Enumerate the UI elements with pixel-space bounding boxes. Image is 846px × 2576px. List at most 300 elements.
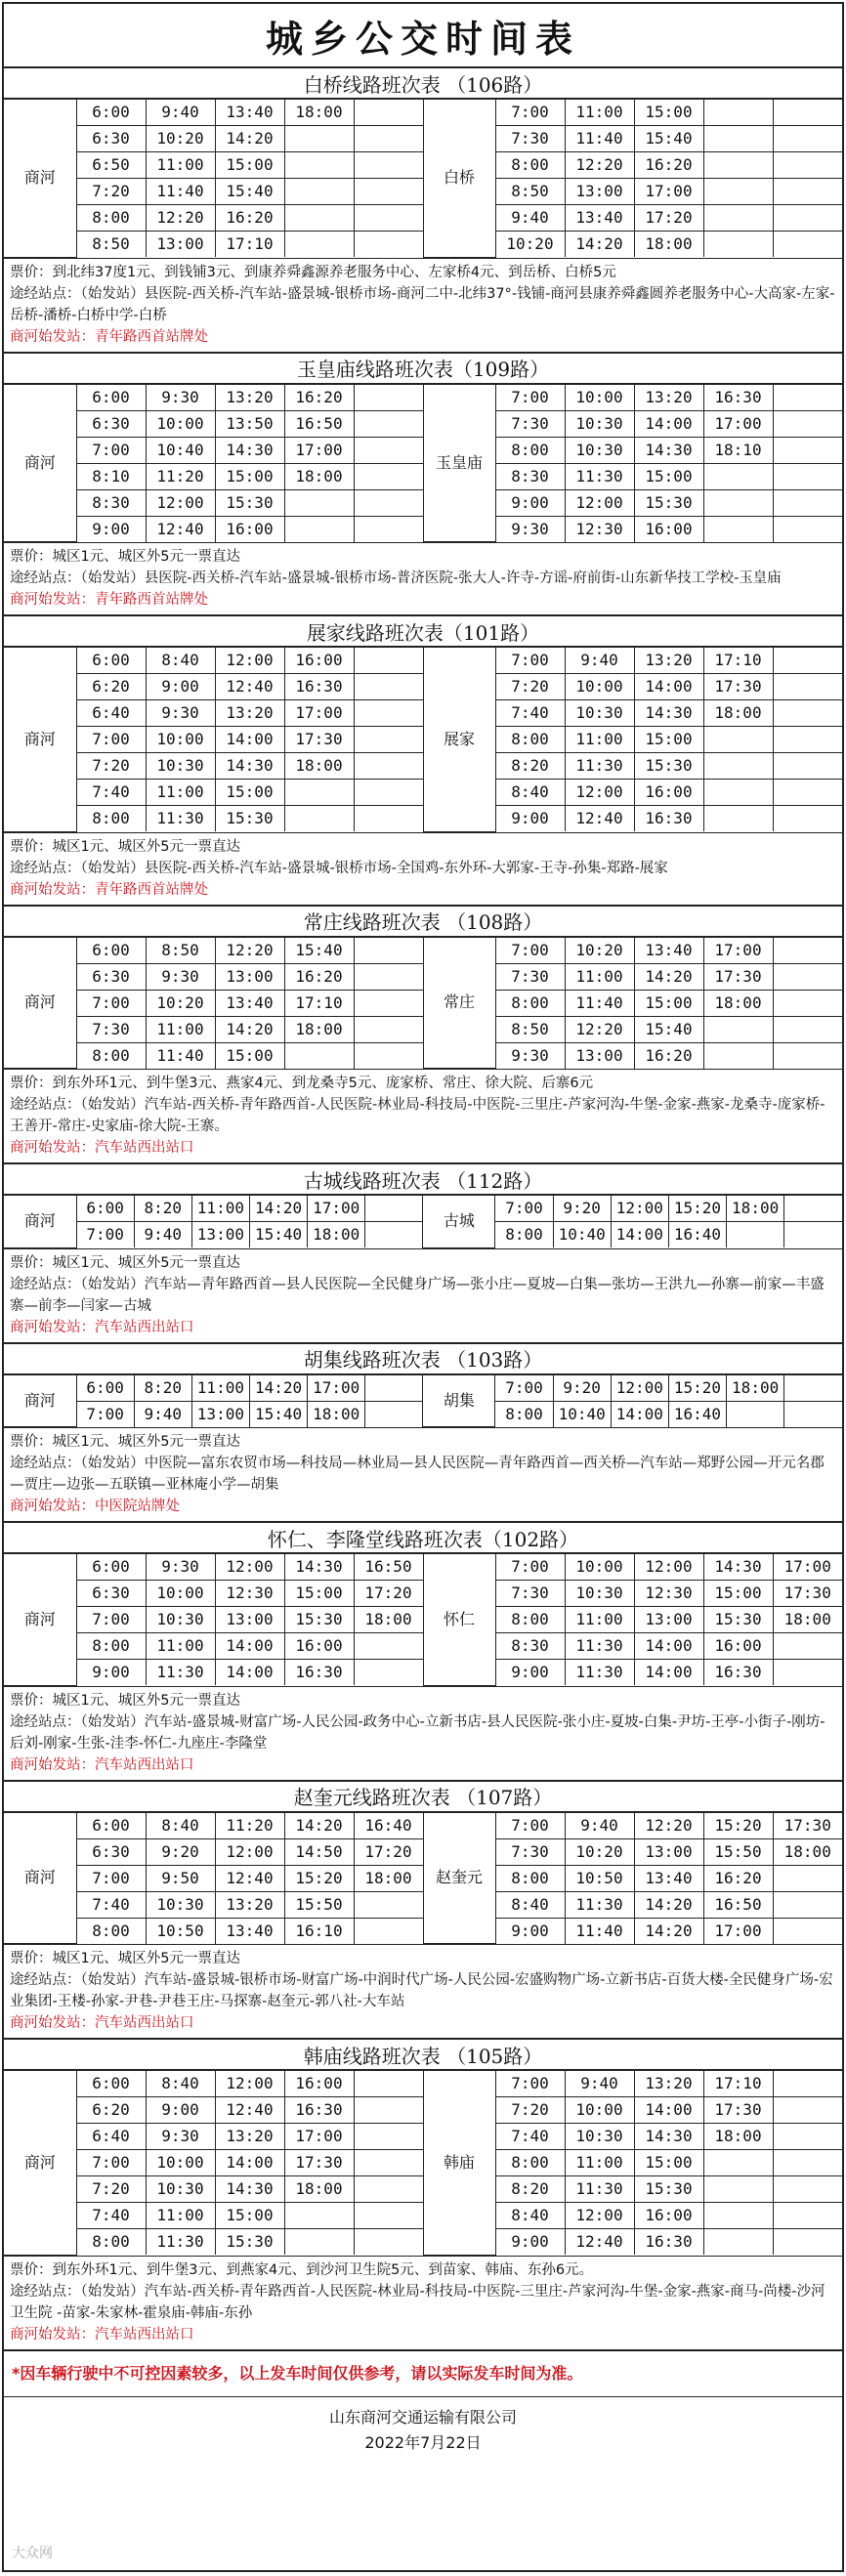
- departure-time: 8:30: [76, 489, 146, 516]
- route-title: 常庄线路班次表 （108路）: [4, 907, 842, 937]
- destination-stop: 展家: [423, 648, 495, 832]
- departure-time: [354, 963, 423, 990]
- departure-time: 9:00: [146, 674, 215, 700]
- return-time: [773, 937, 842, 963]
- return-time: 11:00: [565, 963, 634, 990]
- return-time: 7:30: [495, 126, 565, 152]
- return-time: 18:00: [703, 2124, 773, 2150]
- departure-time: 14:00: [215, 2150, 284, 2176]
- return-time: 14:00: [634, 1660, 703, 1686]
- route-notes: [4, 2256, 842, 2349]
- departure-time: 11:00: [191, 1374, 249, 1401]
- return-time: 17:00: [703, 937, 773, 963]
- table-row: [4, 2071, 842, 2097]
- return-time: [727, 1222, 784, 1248]
- return-time: 12:30: [565, 516, 634, 542]
- return-time: [703, 100, 773, 126]
- departure-time: 15:00: [215, 1042, 284, 1069]
- destination-stop: 古城: [423, 1196, 495, 1248]
- return-time: 10:00: [565, 384, 634, 410]
- return-time: 10:00: [565, 2097, 634, 2124]
- departure-time: 16:20: [284, 963, 354, 990]
- departure-time: 14:20: [249, 1196, 307, 1222]
- return-time: 15:00: [634, 100, 703, 126]
- departure-time: 9:30: [146, 384, 215, 410]
- departure-time: 16:10: [284, 1918, 354, 1944]
- departure-time: 14:20: [284, 1812, 354, 1838]
- stops-info: 途经站点：（始发站）县医院-西关桥-汽车站-盛景城-银桥市场-全国鸡-东外环-大郭家-王寺-孙集-郑路-展家: [10, 860, 668, 876]
- return-time: 8:00: [495, 727, 565, 753]
- route-title: 古城线路班次表 （112路）: [4, 1164, 842, 1195]
- route-section: [4, 1164, 842, 1344]
- departure-time: 18:00: [354, 1865, 423, 1891]
- return-time: 18:00: [634, 232, 703, 258]
- schedule-table: [4, 1195, 842, 1248]
- departure-time: [354, 489, 423, 516]
- route-section: [4, 616, 842, 907]
- departure-time: 9:50: [146, 1865, 215, 1891]
- return-time: [703, 806, 773, 832]
- departure-time: [354, 205, 423, 232]
- return-time: 15:00: [634, 990, 703, 1016]
- departure-time: [354, 100, 423, 126]
- departure-time: 7:00: [76, 727, 146, 753]
- return-time: 12:30: [634, 1581, 703, 1607]
- return-time: 15:30: [634, 2176, 703, 2203]
- destination-stop: 怀仁: [423, 1554, 495, 1686]
- return-time: [773, 753, 842, 780]
- return-time: [703, 2150, 773, 2176]
- departure-time: 7:30: [76, 1016, 146, 1042]
- route-section: [4, 1523, 842, 1782]
- departure-time: 6:00: [76, 937, 146, 963]
- stops-info: 途经站点：（始发站）汽车站-盛景城-财富广场-人民公园-政务中心-立新书店-县人民医院-张小庄-夏坡-白集-尹坊-王亭-小街子-刚坊-后刘-刚家-生张-洼李-怀仁-九座庄-李隆堂: [10, 1713, 825, 1752]
- table-row: [4, 1812, 842, 1838]
- return-time: 9:40: [495, 205, 565, 232]
- departure-time: 15:40: [249, 1222, 307, 1248]
- departure-time: 13:00: [215, 1607, 284, 1633]
- departure-time: 11:00: [191, 1196, 249, 1222]
- departure-time: 18:00: [284, 100, 354, 126]
- return-time: 7:00: [495, 1374, 553, 1401]
- return-time: 8:40: [495, 2203, 565, 2229]
- departure-time: 7:00: [76, 1865, 146, 1891]
- return-time: 8:20: [495, 2176, 565, 2203]
- stops-info: 途经站点：（始发站）汽车站-西关桥-青年路西首-人民医院-林业局-科技局-中医院-三里庄-芦家河沟-牛堡-金家-燕家-龙桑寺-庞家桥-王善开-常庄-史家庙-徐大院-王寨。: [10, 1097, 825, 1134]
- departure-time: 17:00: [284, 437, 354, 463]
- watermark: 大众网: [12, 2546, 53, 2561]
- return-time: 17:30: [773, 1581, 842, 1607]
- return-time: 10:30: [565, 700, 634, 727]
- departure-time: 17:10: [284, 990, 354, 1016]
- return-time: [773, 179, 842, 205]
- return-time: 18:00: [727, 1374, 784, 1401]
- route-notes: [4, 832, 842, 905]
- return-time: [784, 1196, 842, 1222]
- departure-time: 6:20: [76, 674, 146, 700]
- departure-time: [354, 126, 423, 152]
- return-time: 16:30: [703, 384, 773, 410]
- departure-time: 7:40: [76, 2203, 146, 2229]
- departure-time: 10:00: [146, 1581, 215, 1607]
- departure-time: [354, 410, 423, 437]
- issue-date: 2022年7月22日: [364, 2432, 482, 2452]
- departure-time: 15:30: [284, 1607, 354, 1633]
- table-row: [4, 648, 842, 674]
- return-time: 13:40: [634, 937, 703, 963]
- departure-time: 17:30: [284, 727, 354, 753]
- return-time: 13:00: [565, 179, 634, 205]
- return-time: 9:00: [495, 806, 565, 832]
- departure-time: 11:20: [146, 463, 215, 489]
- destination-stop: 胡集: [423, 1374, 495, 1427]
- departure-time: 17:20: [354, 1838, 423, 1865]
- route-title: 玉皇庙线路班次表（109路）: [4, 354, 842, 384]
- departure-time: 8:50: [146, 937, 215, 963]
- departure-time: 17:00: [284, 700, 354, 727]
- departure-time: 10:30: [146, 1607, 215, 1633]
- departure-time: 8:40: [146, 2071, 215, 2097]
- return-time: 11:00: [565, 100, 634, 126]
- departure-time: 13:00: [146, 232, 215, 258]
- departure-time: [354, 1918, 423, 1944]
- fare-info: 票价：到东外环1元、到牛堡3元、到燕家4元、到沙河卫生院5元、到苗家、韩庙、东孙6元。: [10, 2261, 594, 2278]
- departure-time: 13:20: [215, 700, 284, 727]
- return-time: 11:30: [565, 1633, 634, 1660]
- departure-time: 8:00: [76, 205, 146, 232]
- schedule-table: [4, 2070, 842, 2256]
- footer-org: [4, 2397, 842, 2456]
- departure-time: 9:30: [146, 700, 215, 727]
- return-time: [773, 126, 842, 152]
- departure-time: 7:00: [76, 1401, 134, 1427]
- return-time: 10:30: [565, 1581, 634, 1607]
- departure-time: 7:20: [76, 179, 146, 205]
- route-title: 赵奎元线路班次表 （107路）: [4, 1782, 842, 1812]
- departure-time: 11:00: [146, 1016, 215, 1042]
- return-time: 15:30: [634, 489, 703, 516]
- return-time: [703, 179, 773, 205]
- return-time: 12:00: [565, 780, 634, 806]
- return-time: 18:10: [703, 437, 773, 463]
- route-section: [4, 1344, 842, 1524]
- return-time: [773, 1016, 842, 1042]
- return-time: [773, 384, 842, 410]
- return-time: [703, 2176, 773, 2203]
- departure-time: 6:30: [76, 126, 146, 152]
- departure-time: 10:30: [146, 753, 215, 780]
- return-time: 14:00: [634, 410, 703, 437]
- return-time: [773, 463, 842, 489]
- departure-time: [354, 674, 423, 700]
- departure-time: 16:40: [354, 1812, 423, 1838]
- return-time: 14:30: [634, 2124, 703, 2150]
- return-time: [773, 2203, 842, 2229]
- return-time: 16:30: [634, 2229, 703, 2256]
- departure-time: 10:00: [146, 727, 215, 753]
- departure-time: [354, 2150, 423, 2176]
- return-time: 14:20: [565, 232, 634, 258]
- origin-station-note: 商河始发站：汽车站西出站口: [10, 1140, 194, 1156]
- timetable-page: [2, 2, 844, 2572]
- departure-time: 10:20: [146, 990, 215, 1016]
- departure-time: 11:40: [146, 1042, 215, 1069]
- return-time: 11:00: [565, 727, 634, 753]
- stops-info: 途经站点：（始发站）汽车站-西关桥-青年路西首-人民医院-林业局-科技局-中医院-三里庄-芦家河沟-牛堡-金家-燕家-商马-尚楼-沙河卫生院 -苗家-朱家林-霍泉庙-韩庙-东孙: [10, 2283, 825, 2321]
- departure-time: 17:00: [284, 2124, 354, 2150]
- departure-time: 13:40: [215, 100, 284, 126]
- departure-time: 14:30: [284, 1554, 354, 1581]
- return-time: 10:30: [565, 437, 634, 463]
- return-time: [773, 727, 842, 753]
- return-time: 12:20: [634, 1812, 703, 1838]
- departure-time: 14:50: [284, 1838, 354, 1865]
- return-time: 17:30: [773, 1812, 842, 1838]
- departure-time: 13:40: [215, 990, 284, 1016]
- return-time: 18:00: [773, 1607, 842, 1633]
- return-time: [773, 437, 842, 463]
- departure-time: 9:40: [134, 1222, 191, 1248]
- return-time: 11:40: [565, 1918, 634, 1944]
- departure-time: 8:40: [146, 648, 215, 674]
- return-time: 11:00: [565, 2150, 634, 2176]
- table-row: [4, 100, 842, 126]
- fare-info: 票价：城区1元、城区外5元一票直达: [10, 1434, 240, 1450]
- departure-time: 11:30: [146, 806, 215, 832]
- departure-time: [284, 2203, 354, 2229]
- departure-time: 12:40: [215, 674, 284, 700]
- return-time: [773, 674, 842, 700]
- return-time: 16:00: [703, 1633, 773, 1660]
- return-time: 14:00: [634, 2097, 703, 2124]
- return-time: 7:00: [495, 384, 565, 410]
- return-time: 9:40: [565, 1812, 634, 1838]
- return-time: 8:30: [495, 1633, 565, 1660]
- return-time: [703, 126, 773, 152]
- departure-time: [354, 179, 423, 205]
- return-time: 11:30: [565, 1660, 634, 1686]
- departure-time: 14:00: [215, 1633, 284, 1660]
- return-time: 11:30: [565, 1891, 634, 1918]
- departure-time: 15:30: [215, 489, 284, 516]
- departure-time: [354, 232, 423, 258]
- origin-stop: 商河: [4, 1374, 76, 1427]
- departure-time: 9:30: [146, 2124, 215, 2150]
- departure-time: 7:20: [76, 2176, 146, 2203]
- return-time: 13:20: [634, 648, 703, 674]
- return-time: 16:00: [634, 516, 703, 542]
- return-time: 14:00: [634, 674, 703, 700]
- page-title: 城乡公交时间表: [4, 4, 842, 68]
- return-time: 9:00: [495, 489, 565, 516]
- return-time: 18:00: [773, 1838, 842, 1865]
- return-time: 8:50: [495, 1016, 565, 1042]
- departure-time: 7:40: [76, 1891, 146, 1918]
- return-time: 7:00: [495, 937, 565, 963]
- origin-station-note: 商河始发站：汽车站西出站口: [10, 1756, 194, 1773]
- return-time: 12:00: [565, 489, 634, 516]
- departure-time: [284, 489, 354, 516]
- departure-time: 12:40: [215, 2097, 284, 2124]
- origin-stop: 商河: [4, 937, 76, 1069]
- return-time: 14:30: [634, 700, 703, 727]
- return-time: 11:00: [565, 1607, 634, 1633]
- schedule-table: [4, 1812, 842, 1945]
- return-time: [773, 410, 842, 437]
- departure-time: 17:20: [354, 1581, 423, 1607]
- fare-info: 票价：城区1元、城区外5元一票直达: [10, 1692, 240, 1709]
- return-time: 8:00: [495, 1607, 565, 1633]
- origin-stop: 商河: [4, 2071, 76, 2256]
- return-time: 7:30: [495, 1838, 565, 1865]
- return-time: 7:30: [495, 410, 565, 437]
- departure-time: [284, 179, 354, 205]
- return-time: 17:00: [703, 410, 773, 437]
- return-time: [773, 2124, 842, 2150]
- return-time: 7:40: [495, 2124, 565, 2150]
- departure-time: 7:00: [76, 990, 146, 1016]
- departure-time: 14:00: [215, 727, 284, 753]
- departure-time: [354, 152, 423, 179]
- return-time: 14:20: [634, 1891, 703, 1918]
- route-notes: [4, 542, 842, 614]
- return-time: 8:40: [495, 1891, 565, 1918]
- return-time: 8:30: [495, 463, 565, 489]
- departure-time: [354, 1042, 423, 1069]
- return-time: [773, 1660, 842, 1686]
- return-time: 16:00: [634, 2203, 703, 2229]
- departure-time: 9:40: [146, 100, 215, 126]
- return-time: 11:30: [565, 463, 634, 489]
- departure-time: 11:00: [146, 1633, 215, 1660]
- return-time: 8:20: [495, 753, 565, 780]
- departure-time: 8:00: [76, 1633, 146, 1660]
- return-time: 11:30: [565, 753, 634, 780]
- destination-stop: 韩庙: [423, 2071, 495, 2256]
- departure-time: 16:20: [215, 205, 284, 232]
- return-time: 16:50: [703, 1891, 773, 1918]
- departure-time: 15:00: [215, 780, 284, 806]
- departure-time: 14:00: [215, 1660, 284, 1686]
- departure-time: 16:50: [284, 410, 354, 437]
- origin-stop: 商河: [4, 648, 76, 832]
- return-time: 8:50: [495, 179, 565, 205]
- departure-time: 17:30: [284, 2150, 354, 2176]
- return-time: 13:20: [634, 384, 703, 410]
- return-time: 12:00: [565, 2203, 634, 2229]
- departure-time: 9:20: [146, 1838, 215, 1865]
- departure-time: 14:30: [215, 2176, 284, 2203]
- return-time: 7:00: [495, 1812, 565, 1838]
- schedule-table: [4, 99, 842, 258]
- return-time: 16:20: [634, 1042, 703, 1069]
- origin-station-note: 商河始发站：青年路西首站牌处: [10, 328, 208, 345]
- departure-time: [354, 2124, 423, 2150]
- departure-time: 11:30: [146, 2229, 215, 2256]
- return-time: 13:00: [634, 1838, 703, 1865]
- return-time: 8:00: [495, 2150, 565, 2176]
- return-time: 9:00: [495, 1918, 565, 1944]
- departure-time: [354, 753, 423, 780]
- return-time: 7:30: [495, 963, 565, 990]
- return-time: 18:00: [727, 1196, 784, 1222]
- departure-time: 18:00: [308, 1222, 365, 1248]
- departure-time: 12:00: [146, 489, 215, 516]
- stops-info: 途经站点：（始发站）县医院-西关桥-汽车站-盛景城-银桥市场-商河二中-北纬37°-钱铺-商河县康养舜鑫圆养老服务中心-大高家-左家-岳桥-潘桥-白桥中学-白桥: [10, 285, 835, 323]
- departure-time: 11:00: [146, 152, 215, 179]
- return-time: 14:00: [634, 1633, 703, 1660]
- return-time: 15:50: [703, 1838, 773, 1865]
- departure-time: 14:20: [215, 1016, 284, 1042]
- departure-time: 10:00: [146, 410, 215, 437]
- departure-time: 16:00: [215, 516, 284, 542]
- return-time: 14:00: [611, 1401, 668, 1427]
- return-time: [773, 990, 842, 1016]
- return-time: 9:30: [495, 1042, 565, 1069]
- departure-time: 10:20: [146, 126, 215, 152]
- return-time: [773, 2071, 842, 2097]
- return-time: 12:00: [611, 1196, 668, 1222]
- origin-station-note: 商河始发站：中医院站牌处: [10, 1499, 180, 1514]
- return-time: [773, 2229, 842, 2256]
- route-notes: [4, 1427, 842, 1521]
- departure-time: 11:40: [146, 179, 215, 205]
- departure-time: 11:30: [146, 1660, 215, 1686]
- departure-time: 13:40: [215, 1918, 284, 1944]
- table-row: [4, 937, 842, 963]
- return-time: 17:30: [703, 963, 773, 990]
- departure-time: 12:40: [146, 516, 215, 542]
- departure-time: 9:00: [76, 1660, 146, 1686]
- return-time: 15:20: [703, 1812, 773, 1838]
- departure-time: 10:00: [146, 2150, 215, 2176]
- departure-time: 7:00: [76, 1607, 146, 1633]
- departure-time: [365, 1196, 423, 1222]
- return-time: 12:00: [611, 1374, 668, 1401]
- schedule-table: [4, 937, 842, 1070]
- departure-time: 6:00: [76, 100, 146, 126]
- stops-info: 途经站点：（始发站）汽车站—青年路西首—县人民医院—全民健身广场—张小庄—夏坡—白集—张坊—王洪九—孙寨—前家—丰盛寨—前李—闫家—古城: [10, 1276, 825, 1314]
- departure-time: 16:00: [284, 1633, 354, 1660]
- return-time: [703, 516, 773, 542]
- departure-time: [354, 2203, 423, 2229]
- departure-time: 12:20: [146, 205, 215, 232]
- return-time: 13:00: [634, 1607, 703, 1633]
- return-time: 13:40: [634, 1865, 703, 1891]
- route-notes: [4, 1686, 842, 1780]
- departure-time: [354, 463, 423, 489]
- return-time: [703, 727, 773, 753]
- return-time: [703, 232, 773, 258]
- return-time: 18:00: [703, 700, 773, 727]
- return-time: 15:00: [703, 1581, 773, 1607]
- departure-time: 6:30: [76, 963, 146, 990]
- departure-time: [284, 1042, 354, 1069]
- destination-stop: 赵奎元: [423, 1812, 495, 1944]
- route-notes: [4, 258, 842, 352]
- departure-time: 6:00: [76, 2071, 146, 2097]
- departure-time: 8:10: [76, 463, 146, 489]
- departure-time: [354, 648, 423, 674]
- return-time: 16:40: [668, 1401, 726, 1427]
- departure-time: 10:30: [146, 2176, 215, 2203]
- table-row: [4, 384, 842, 410]
- departure-time: 14:30: [215, 753, 284, 780]
- return-time: 10:20: [495, 232, 565, 258]
- return-time: 12:20: [565, 152, 634, 179]
- route-title: 韩庙线路班次表 （105路）: [4, 2040, 842, 2070]
- departure-time: [284, 2229, 354, 2256]
